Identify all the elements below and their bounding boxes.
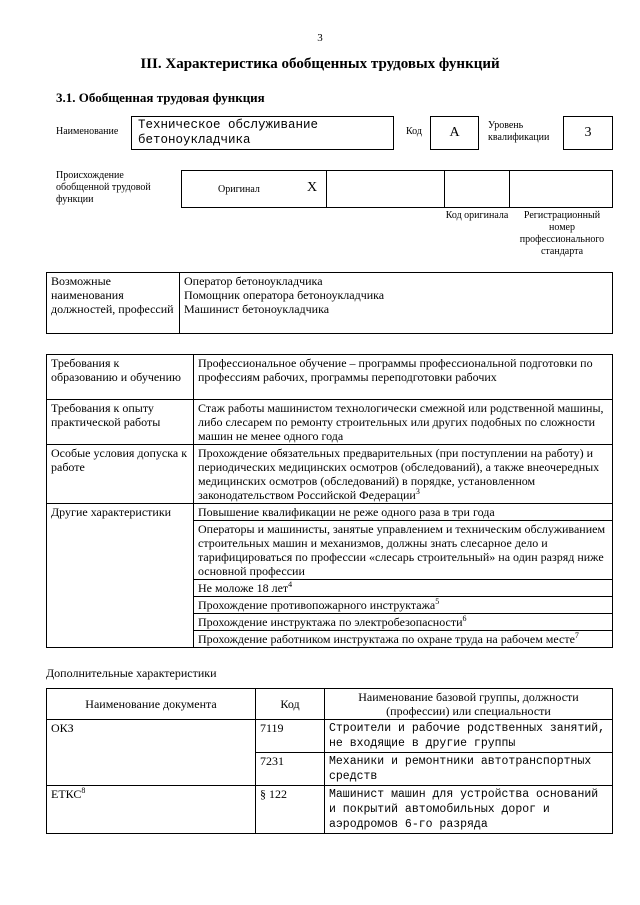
okz-name: Механики и ремонтники автотранспортных средств [325,753,613,786]
other-item [194,504,613,521]
additional-table [46,688,613,834]
footnote-ref: 4 [288,580,293,589]
origin-box [181,170,613,208]
experience-value: Стаж работы машинистом технологически смежной или родственной машины, либо слесарем по ремонту строительных или других подобных по сложности машин не менее одного года [194,400,613,445]
origin-label: Происхождение обобщенной трудовой функции [56,170,151,205]
position-item: Машинист бетоноукладчика [184,302,330,316]
okz-name: Строители и рабочие родственных занятий, не входящие в другие группы [325,720,613,753]
other-item-text: Прохождение противопожарного инструктажа [198,598,436,612]
name-value: Техническое обслуживание бетоноукладчика [131,116,394,150]
col-doc-header: Наименование документа [47,689,256,720]
original-label: Оригинал [218,184,260,195]
code-value: А [430,116,479,150]
other-item-text: Прохождение работником инструктажа по охране труда на рабочем месте [198,632,575,646]
position-item: Оператор бетоноукладчика [184,274,323,288]
level-label: Уровень квалификации [488,120,550,143]
reg-caption: Регистрационный номер профессионального стандарта [519,210,605,257]
col-name-header: Наименование базовой группы, должности (профессии) или специальности [325,689,613,720]
other-item-text: Прохождение инструктажа по электробезопасности [198,615,463,629]
original-mark: X [307,180,318,195]
requirements-table [46,354,613,648]
okz-label: ОКЗ [47,720,256,786]
positions-table [46,272,613,334]
experience-label: Требования к опыту практической работы [47,400,194,445]
name-label: Наименование [56,126,119,137]
origin-divider-1 [326,171,327,207]
level-value: 3 [563,116,613,150]
footnote-ref: 6 [462,614,467,623]
code-label: Код [406,126,422,137]
other-item [194,614,613,631]
other-item [194,631,613,648]
subsection-title: 3.1. Обобщенная трудовая функция [56,90,265,105]
other-label: Другие характеристики [47,504,194,648]
footnote-ref: 3 [415,487,420,496]
code-caption: Код оригинала [445,210,509,221]
conditions-label: Особые условия допуска к работе [47,445,194,504]
other-item [194,580,613,597]
other-item-text: Повышение квалификации не реже одного раза в три года [198,505,495,519]
additional-title: Дополнительные характеристики [46,666,217,680]
etks-label: ЕТКС [51,787,82,801]
section-title: III. Характеристика обобщенных трудовых функций [140,56,500,72]
okz-code: 7231 [256,753,325,786]
other-item-text: Операторы и машинисты, занятые управлением и техническим обслуживанием строительных машин и механизмов, должны знать слесарное дело и тарифицироваться по профессии «слесарь строительный» на один разряд ниже основной профессии [198,522,606,578]
other-item-text: Не моложе 18 лет [198,581,289,595]
etks-code: § 122 [256,786,325,834]
footnote-ref: 7 [574,631,579,640]
footnote-ref: 8 [81,786,86,795]
footnote-ref: 5 [435,597,440,606]
positions-values [180,273,613,334]
other-item [194,521,613,580]
page-number: 3 [317,32,323,44]
origin-divider-2 [444,171,445,207]
education-value: Профессиональное обучение – программы профессиональной подготовки по профессиям рабочих, программы переподготовки рабочих [194,355,613,400]
etks-name: Машинист машин для устройства оснований и покрытий автомобильных дорог и аэродромов 6-го разряда [325,786,613,834]
okz-code: 7119 [256,720,325,753]
conditions-text: Прохождение обязательных предварительных (при поступлении на работу) и периодических медицинских осмотров (обследований), а также внеочередных медицинских осмотров (обследований) в порядке, установленном законодательством Российской Федерации [198,446,600,502]
etks-label-cell [47,786,256,834]
position-item: Помощник оператора бетоноукладчика [184,288,385,302]
col-code-header: Код [256,689,325,720]
positions-label: Возможные наименования должностей, профессий [47,273,180,334]
origin-divider-3 [509,171,510,207]
conditions-value [194,445,613,504]
other-item [194,597,613,614]
education-label: Требования к образованию и обучению [47,355,194,400]
